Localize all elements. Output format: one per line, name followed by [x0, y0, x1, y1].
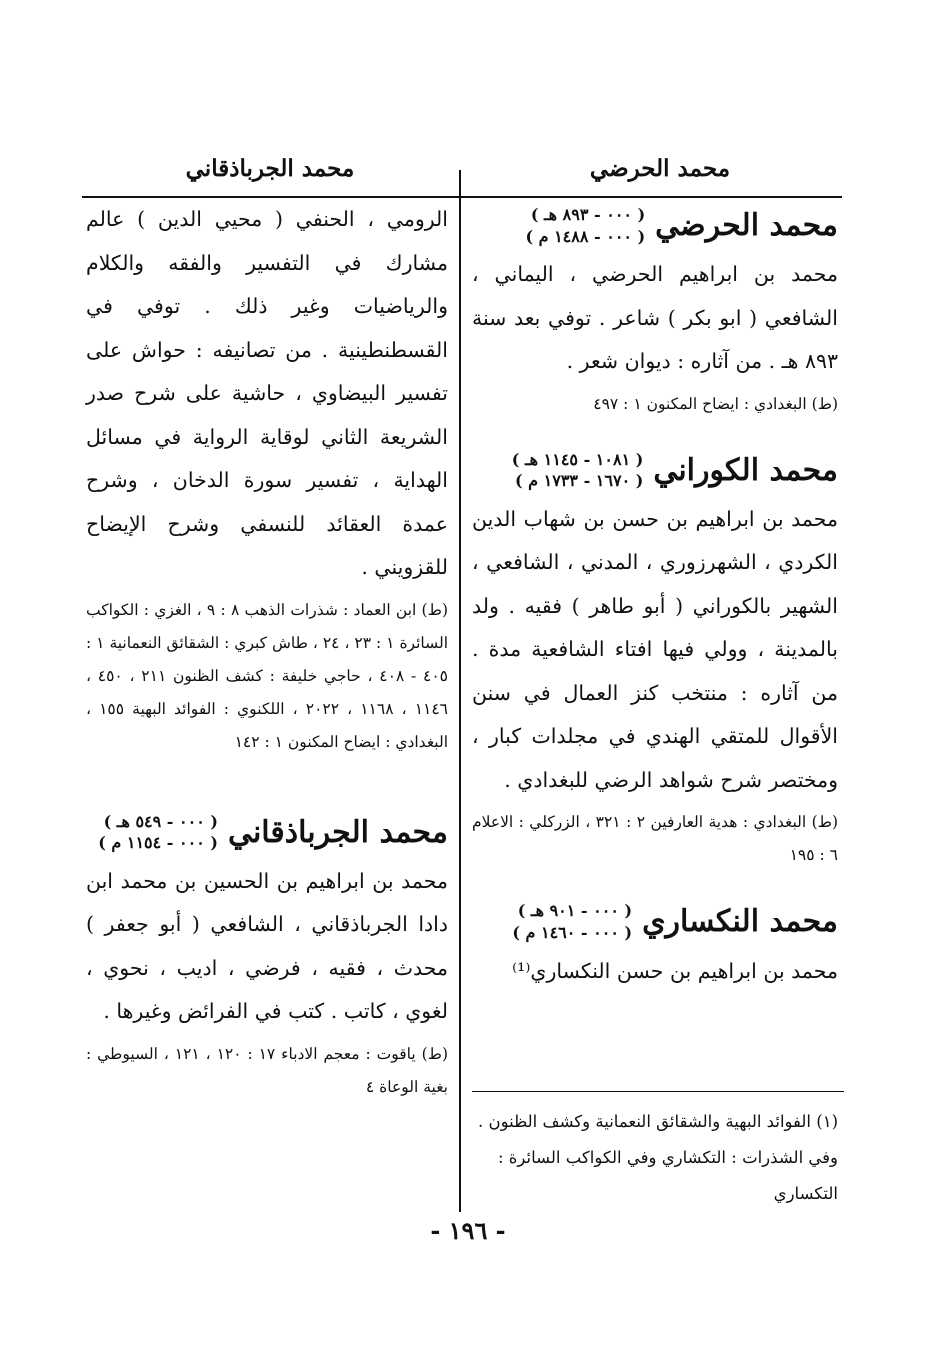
page-number: - ١٩٦ - [430, 1216, 506, 1245]
entry-body: محمد بن ابراهيم الحرضي ، اليماني ، الشافعي ( ابو بكر ) شاعر . توفي بعد سنة ٨٩٣ هـ . من آثاره : ديوان شعر . [472, 262, 838, 374]
entry-heading-harazi [472, 204, 838, 247]
entry-sources: (ط) البغدادي : هدية العارفين ٢ : ٣٢١ ، الزركلي : الاعلام ٦ : ١٩٥ [472, 813, 839, 865]
dates-hijri: ( ٠٠٠ - ٩٠١ هـ ) [517, 901, 633, 921]
entry-body: محمد بن ابراهيم بن حسن النكساري⁽¹⁾ [512, 958, 838, 983]
column-divider [459, 170, 461, 1212]
continued-entry-sources: (ط) ابن العماد : شذرات الذهب ٨ : ٩ ، الغزي : الكواكب السائرة ١ : ٢٣ ، ٢٤ ، طاش كبري : الشقائق النعمانية ١ : ٤٠٥ - ٤٠٨ ، حاجي خليفة : كشف الظنون ٢١١ ، ٤٥٠ ، ١١٤٦ ، ١١٦٨ ، ٢٠٢٢ ، اللكنوي : الفوائد البهية ١٥٥ ، البغدادي : ايضاح المكنون ١ : ١٤٢ [86, 600, 449, 751]
entry-heading-kurani [472, 449, 838, 492]
dates-hijri: ( ١٠٨١ - ١١٤٥ هـ ) [511, 449, 644, 469]
entry-name: محمد الجرباذقاني [227, 814, 448, 850]
dates-gregorian: ( ٠٠٠ - ١٤٦٠ م ) [512, 922, 633, 942]
entry-body: محمد بن ابراهيم بن حسن بن شهاب الدين الكردي ، الشهرزوري ، المدني ، الشافعي ، الشهير بالكوراني ( أبو طاهر ) فقيه . ولد بالمدينة ، وولي فيها افتاء الشافعية مدة . من آثاره : منتخب كنز العمال في سنن الأقوال للمتقي الهندي في مجلدات كبار ، ومختصر شرح شواهد الرضي للبغدادي . [472, 506, 838, 792]
continued-entry-body: الرومي ، الحنفي ( محيي الدين ) عالم مشارك في التفسير والفقه والكلام والرياضيات وغير ذلك . توفي في القسطنطينية . من تصانيفه : حواش على تفسير البيضاوي ، حاشية على شرح صدر الشريعة الثاني لوقاية الرواية في مسائل الهداية ، تفسير سورة الدخان ، وشرح عمدة العقائد للنسفي وشرح الإيضاح للقزويني . [86, 207, 448, 579]
entry-body: محمد بن ابراهيم بن الحسين بن محمد ابن دادا الجرباذقاني ، الشافعي ( أبو جعفر ) محدث ، فقيه ، فرضي ، اديب ، نحوي ، لغوي ، كاتب . كتب في الفرائض وغيرها . [86, 868, 448, 1024]
dates-gregorian: ( ١٦٧٠ - ١٧٣٣ م ) [515, 471, 644, 491]
footnote-rule [472, 1091, 844, 1092]
right-column [472, 198, 838, 993]
dates-hijri: ( ٠٠٠ - ٨٩٣ هـ ) [530, 205, 646, 224]
dates-gregorian: ( ٠٠٠ - ١٤٨٨ م ) [525, 226, 646, 246]
entry-sources: (ط) البغدادي : ايضاح المكنون ١ : ٤٩٧ [593, 394, 838, 413]
footnote: (١) الفوائد البهية والشقائق النعمانية وكشف الظنون . وفي الشذرات : التكشاري وفي الكواكب السائرة : التكساري [478, 1112, 838, 1203]
entry-name: محمد الحرضي [655, 208, 838, 244]
entry-dates [98, 811, 218, 854]
running-header-right: محمد الحرضي [589, 155, 731, 182]
entry-name: محمد الكوراني [653, 452, 838, 488]
dates-hijri: ( ٠٠٠ - ٥٤٩ هـ ) [103, 811, 218, 831]
entry-heading-jarbadhqani [86, 811, 448, 854]
entry-dates [525, 204, 645, 247]
entry-sources: (ط) ياقوت : معجم الادباء ١٧ : ١٢٠ ، ١٢١ ، السيوطي : بغية الوعاة ٤ [86, 1044, 448, 1096]
entry-dates [512, 900, 632, 943]
entry-name: محمد النكساري [642, 904, 838, 940]
running-header-left: محمد الجرباذقاني [185, 155, 355, 182]
left-column [86, 198, 448, 1112]
dates-gregorian: ( ٠٠٠ - ١١٥٤ م ) [98, 833, 218, 853]
entry-heading-niksari [472, 900, 838, 943]
entry-dates [512, 449, 644, 492]
